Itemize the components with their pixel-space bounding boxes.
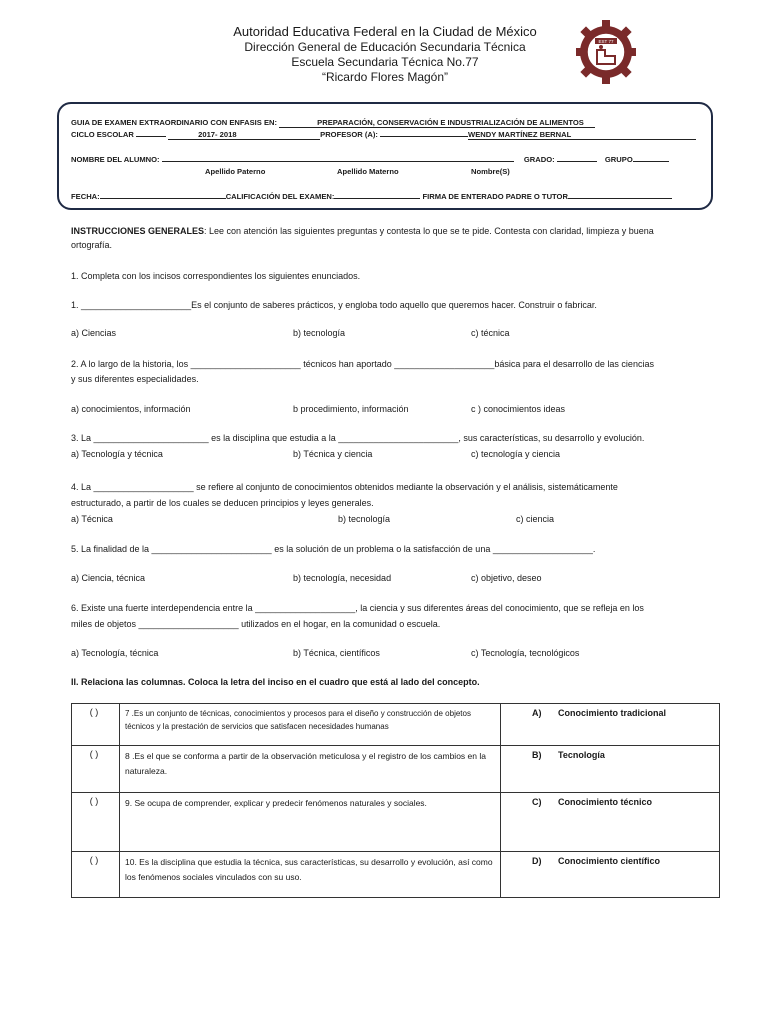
- question-4-line-1: 4. La ____________________ se refiere al conjunto de conocimientos obtenidos mediante la observación y el análisis, sistemáticamente: [71, 482, 618, 492]
- enfasis-field[interactable]: PREPARACIÓN, CONSERVACIÓN E INDUSTRIALIZACIÓN DE ALIMENTOS: [279, 118, 595, 128]
- guia-line: GUIA DE EXAMEN EXTRAORDINARIO CON ENFASIS EN: PREPARACIÓN, CONSERVACIÓN E INDUSTRIALIZACIÓN DE ALIMENTOS: [71, 118, 595, 128]
- question-6-line-2: miles de objetos ____________________ utilizados en el hogar, en la comunidad o escuela.: [71, 619, 441, 629]
- q5-option-a[interactable]: a) Ciencia, técnica: [71, 573, 146, 583]
- firma-field[interactable]: [568, 198, 672, 199]
- question-2-line-1: 2. A lo largo de la historia, los ______________________ técnicos han aportado ____________________básica para el desarrollo de las ciencias: [71, 359, 654, 369]
- header-line-2: Dirección General de Educación Secundaria Técnica: [244, 40, 526, 54]
- calificacion-field[interactable]: [334, 198, 420, 199]
- alumno-line: NOMBRE DEL ALUMNO: GRADO: GRUPO: [71, 155, 669, 164]
- q1-option-c[interactable]: c) técnica: [471, 328, 510, 338]
- apellido-materno-caption: Apellido Materno: [337, 167, 399, 176]
- svg-text:EST 77: EST 77: [598, 39, 614, 44]
- q6-option-b[interactable]: b) Técnica, científicos: [293, 648, 380, 658]
- fecha-line: FECHA: CALIFICACIÓN DEL EXAMEN: FIRMA DE ENTERADO PADRE O TUTOR: [71, 192, 672, 201]
- apellido-paterno-caption: Apellido Paterno: [205, 167, 266, 176]
- q6-option-a[interactable]: a) Tecnología, técnica: [71, 648, 159, 658]
- q2-option-a[interactable]: a) conocimientos, información: [71, 404, 191, 414]
- table-row: [72, 704, 720, 746]
- table-row: [72, 746, 720, 793]
- fecha-field[interactable]: [100, 198, 226, 199]
- question-1: 1. ______________________Es el conjunto de saberes prácticos, y engloba todo aquello que queremos hacer. Construir o fabricar.: [71, 300, 597, 310]
- q4-option-c[interactable]: c) ciencia: [516, 514, 555, 524]
- q5-option-c[interactable]: c) objetivo, deseo: [471, 573, 542, 583]
- q3-option-a[interactable]: a) Tecnología y técnica: [71, 449, 163, 459]
- q2-option-b[interactable]: b procedimiento, información: [293, 404, 409, 414]
- q1-option-b[interactable]: b) tecnología: [293, 328, 346, 338]
- ciclo-field[interactable]: 2017- 2018: [168, 130, 320, 140]
- answer-option: A) Conocimiento tradicional: [501, 704, 720, 746]
- q6-option-c[interactable]: c) Tecnología, tecnológicos: [471, 648, 580, 658]
- table-row: [72, 793, 720, 852]
- concept-text: 8 .Es el que se conforma a partir de la observación meticulosa y el registro de los cambios en la naturaleza.: [120, 746, 501, 793]
- school-seal-logo: [573, 16, 639, 88]
- alumno-field[interactable]: [162, 161, 514, 162]
- ciclo-line: CICLO ESCOLAR 2017- 2018 PROFESOR (A): WENDY MARTÍNEZ BERNAL: [71, 130, 696, 140]
- grado-field[interactable]: [557, 161, 597, 162]
- header-line-3: Escuela Secundaria Técnica No.77: [291, 55, 479, 69]
- q2-option-c[interactable]: c ) conocimientos ideas: [471, 404, 566, 414]
- header-line-4: “Ricardo Flores Magón”: [321, 70, 449, 84]
- answer-box[interactable]: ( ): [72, 852, 120, 898]
- q1-option-a[interactable]: a) Ciencias: [71, 328, 117, 338]
- student-info-box: [57, 102, 713, 210]
- q3-option-b[interactable]: b) Técnica y ciencia: [293, 449, 373, 459]
- relation-table: [71, 703, 720, 898]
- profesor-blank[interactable]: [380, 136, 468, 137]
- section2-title: II. Relaciona las columnas. Coloca la letra del inciso en el cuadro que está al lado del concepto.: [71, 677, 480, 687]
- concept-text: 10. Es la disciplina que estudia la técnica, sus características, su desarrollo y evolución, así como los fenómenos sociales vinculados con su uso.: [120, 852, 501, 898]
- question-5: 5. La finalidad de la ________________________ es la solución de un problema o la satisfacción de una ____________________.: [71, 544, 596, 554]
- q4-option-b[interactable]: b) tecnología: [338, 514, 391, 524]
- grupo-field[interactable]: [633, 161, 669, 162]
- answer-option: B) Tecnología: [501, 746, 720, 793]
- concept-text: 7 .Es un conjunto de técnicas, conocimientos y procesos para el diseño y construcción de objetos técnicos y la prestación de servicios que satisfacen necesidades humanas: [120, 704, 501, 746]
- answer-option: D) Conocimiento científico: [501, 852, 720, 898]
- nombres-caption: Nombre(S): [471, 167, 510, 176]
- question-4-line-2: estructurado, a partir de los cuales se deducen principios y leyes generales.: [71, 498, 374, 508]
- instructions: INSTRUCCIONES GENERALES: Lee con atención las siguientes preguntas y contesta lo que se te pide. Contesta con claridad, limpieza y buena: [71, 226, 654, 236]
- answer-option: C) Conocimiento técnico: [501, 793, 720, 852]
- profesor-field[interactable]: WENDY MARTÍNEZ BERNAL: [468, 130, 696, 140]
- q4-option-a[interactable]: a) Técnica: [71, 514, 113, 524]
- q5-option-b[interactable]: b) tecnología, necesidad: [293, 573, 392, 583]
- concept-text: 9. Se ocupa de comprender, explicar y predecir fenómenos naturales y sociales.: [120, 793, 501, 852]
- instructions-line-2: ortografía.: [71, 240, 113, 250]
- q3-option-c[interactable]: c) tecnología y ciencia: [471, 449, 561, 459]
- answer-box[interactable]: ( ): [72, 793, 120, 852]
- question-3: 3. La _______________________ es la disciplina que estudia a la ________________________, sus características, su desarrollo y evolución.: [71, 433, 645, 443]
- question-6-line-1: 6. Existe una fuerte interdependencia entre la ____________________, la ciencia y sus diferentes áreas del conocimiento, que se refleja en los: [71, 603, 644, 613]
- answer-box[interactable]: ( ): [72, 704, 120, 746]
- ciclo-blank[interactable]: [136, 136, 166, 137]
- answer-box[interactable]: ( ): [72, 746, 120, 793]
- section1-title: 1. Completa con los incisos correspondientes los siguientes enunciados.: [71, 271, 361, 281]
- table-row: [72, 852, 720, 898]
- header-line-1: Autoridad Educativa Federal en la Ciudad de México: [233, 24, 537, 39]
- question-2-line-2: y sus diferentes especialidades.: [71, 374, 199, 384]
